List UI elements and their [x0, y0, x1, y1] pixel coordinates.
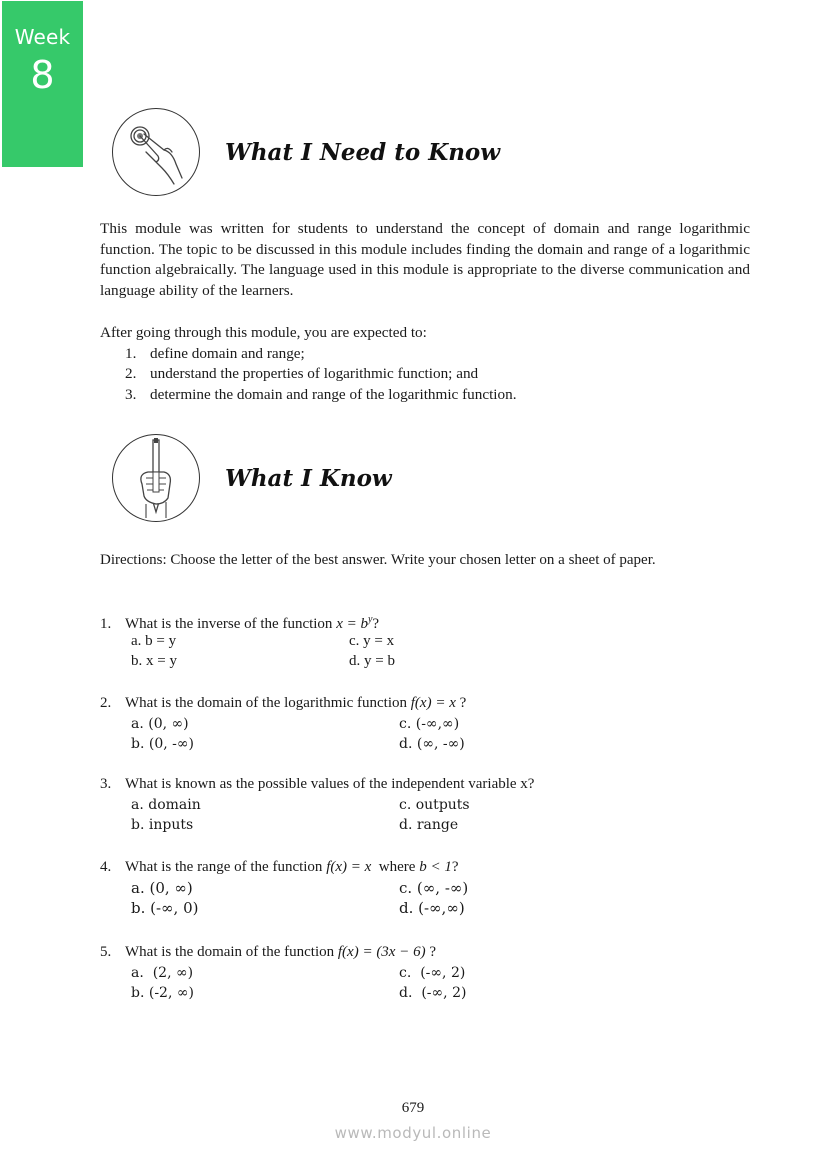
objectives-lead: After going through this module, you are expected to: — [100, 324, 427, 341]
question-stem: 5. What is the domain of the function f(x) = (3x − 6) ? — [100, 944, 437, 960]
question-3 — [100, 774, 750, 836]
option-a: a. (0, ∞) — [131, 715, 189, 732]
option-b: b. inputs — [131, 817, 194, 833]
question-2 — [100, 693, 750, 755]
page-number: 679 — [401, 1100, 425, 1116]
option-c: c. outputs — [399, 796, 470, 813]
objectives-list — [100, 344, 750, 406]
option-d: d. (∞, -∞) — [399, 736, 465, 752]
question-5 — [100, 942, 750, 1004]
intro-paragraph: This module was written for students to understand the concept of domain and range logarithmic function. The topic to be discussed in this module includes finding the domain and range of a logarithmic function algebraically. The language used in this module is appropriate to the diverse communication and language ability of the learners. — [100, 220, 750, 300]
question-4 — [100, 857, 750, 919]
option-d: d. (-∞,∞) — [399, 899, 465, 917]
answer-options — [100, 963, 750, 1004]
option-b: b. (-2, ∞) — [131, 985, 194, 1001]
option-d: d. range — [399, 817, 459, 833]
week-label: Week — [14, 25, 71, 49]
section-header-what-i-know — [112, 434, 392, 522]
option-c: c. (-∞, 2) — [399, 964, 466, 981]
answer-options — [100, 631, 750, 672]
objective-item: 1. define domain and range; — [125, 344, 305, 362]
question-stem: 1. What is the inverse of the function $x = b^y$? — [100, 614, 380, 632]
section-title: What I Need to Know — [225, 138, 501, 166]
hand-holding-pencil-icon — [112, 434, 200, 522]
section-header-need-to-know — [112, 108, 500, 196]
option-b: b. (0, -∞) — [131, 736, 194, 752]
option-d: d. (-∞, 2) — [399, 985, 467, 1001]
answer-options — [100, 714, 750, 755]
option-d: d. y = b — [349, 653, 395, 669]
objectives-block — [100, 323, 750, 406]
question-stem: 2. What is the domain of the logarithmic function f(x) = x ? — [100, 695, 467, 711]
objective-item: 3. determine the domain and range of the logarithmic function. — [125, 386, 517, 404]
option-a: a. (0, ∞) — [131, 878, 193, 897]
pointing-hand-icon — [112, 108, 200, 196]
option-c: c. (-∞,∞) — [399, 715, 460, 732]
option-a: a. domain — [131, 796, 201, 813]
option-b: b. (-∞, 0) — [131, 899, 199, 917]
answer-options — [100, 795, 750, 836]
question-stem: 4. What is the range of the function f(x) = x where b < 1? — [100, 859, 459, 875]
question-stem: 3. What is known as the possible values of the independent variable x? — [100, 776, 535, 792]
directions-text: Directions: Choose the letter of the best answer. Write your chosen letter on a sheet of paper. — [100, 552, 656, 568]
option-a: a. (2, ∞) — [131, 964, 194, 981]
watermark: www.modyul.online — [334, 1124, 492, 1142]
week-tab — [2, 1, 83, 167]
option-c: c. (∞, -∞) — [399, 878, 469, 897]
section-title: What I Know — [225, 464, 392, 492]
week-number: 8 — [30, 53, 55, 97]
option-b: b. x = y — [131, 653, 177, 669]
option-c: c. y = x — [349, 632, 395, 649]
option-a: a. b = y — [131, 632, 177, 649]
answer-options — [100, 878, 750, 919]
question-1 — [100, 610, 750, 672]
objective-item: 2. understand the properties of logarithmic function; and — [125, 365, 479, 383]
